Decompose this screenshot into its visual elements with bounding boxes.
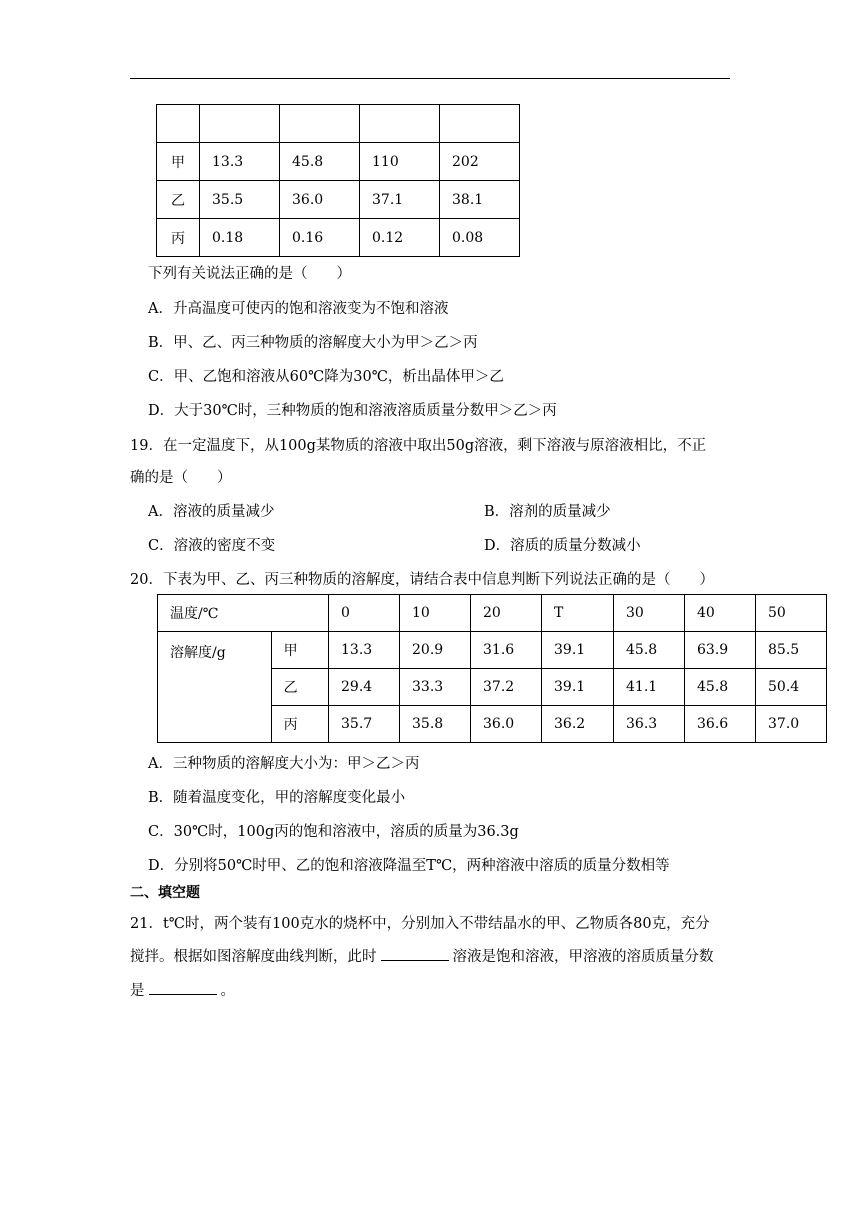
table-cell: 丙 <box>271 706 328 743</box>
table-cell: 37.1 <box>360 181 440 219</box>
q21-text: 溶液是饱和溶液，甲溶液的溶质质量分数 <box>452 949 714 965</box>
table-cell: 37.0 <box>756 706 827 743</box>
table-cell: T <box>542 595 614 632</box>
table-cell: 202 <box>440 143 520 181</box>
q21-line2 <box>130 945 714 966</box>
page-header-rule <box>130 78 730 79</box>
table-cell: 40 <box>685 595 756 632</box>
table-cell: 0.16 <box>280 219 360 257</box>
table-cell: 50.4 <box>756 669 827 706</box>
section-heading: 二、填空题 <box>130 885 200 901</box>
table-row <box>157 219 520 257</box>
solubility-label-cell: 溶解度/g <box>158 632 272 743</box>
answer-blank[interactable] <box>381 946 449 961</box>
table-cell: 0.18 <box>200 219 280 257</box>
table-cell: 10 <box>400 595 471 632</box>
table-cell: 39.1 <box>542 632 614 669</box>
table-cell <box>360 105 440 143</box>
table-cell: 35.8 <box>400 706 471 743</box>
q19-option-a: A．溶液的质量减少 <box>148 504 275 520</box>
q18-option-b: B．甲、乙、丙三种物质的溶解度大小为甲＞乙＞丙 <box>148 335 478 351</box>
table-cell <box>157 105 200 143</box>
table-cell: 37.2 <box>471 669 542 706</box>
table-cell: 甲 <box>271 632 328 669</box>
solubility-table-q18 <box>156 104 520 257</box>
table-cell: 85.5 <box>756 632 827 669</box>
table-cell: 29.4 <box>329 669 400 706</box>
table-cell: 30 <box>614 595 685 632</box>
table-cell: 0.12 <box>360 219 440 257</box>
q19-stem-line2: 确的是（ ） <box>130 470 232 486</box>
table-cell: 36.6 <box>685 706 756 743</box>
table-cell: 35.5 <box>200 181 280 219</box>
q19-option-b: B．溶剂的质量减少 <box>484 504 611 520</box>
table-cell: 31.6 <box>471 632 542 669</box>
table-cell: 45.8 <box>685 669 756 706</box>
table-cell: 41.1 <box>614 669 685 706</box>
table-cell: 45.8 <box>614 632 685 669</box>
table-row <box>157 105 520 143</box>
temp-header-cell: 温度/℃ <box>158 595 329 632</box>
table-cell: 乙 <box>271 669 328 706</box>
table-cell <box>280 105 360 143</box>
table-cell: 甲 <box>157 143 200 181</box>
q19-option-c: C．溶液的密度不变 <box>148 538 276 554</box>
table-cell: 38.1 <box>440 181 520 219</box>
table-cell: 20.9 <box>400 632 471 669</box>
table-cell: 13.3 <box>329 632 400 669</box>
table-cell: 丙 <box>157 219 200 257</box>
q20-option-a: A．三种物质的溶解度大小为：甲＞乙＞丙 <box>148 756 420 772</box>
q21-line1: 21．t℃时，两个装有100克水的烧杯中，分别加入不带结晶水的甲、乙物质各80克，充分 <box>130 916 710 932</box>
table-cell: 39.1 <box>542 669 614 706</box>
table-cell: 50 <box>756 595 827 632</box>
table-row <box>158 595 827 632</box>
table-cell: 33.3 <box>400 669 471 706</box>
table-row <box>157 181 520 219</box>
table-cell: 0.08 <box>440 219 520 257</box>
table-cell: 45.8 <box>280 143 360 181</box>
table-cell: 110 <box>360 143 440 181</box>
table-cell <box>200 105 280 143</box>
table-cell: 36.3 <box>614 706 685 743</box>
q20-option-c: C．30℃时，100g丙的饱和溶液中，溶质的质量为36.3g <box>148 824 519 840</box>
table-cell: 63.9 <box>685 632 756 669</box>
table-cell: 36.0 <box>471 706 542 743</box>
table-cell: 35.7 <box>329 706 400 743</box>
q18-option-d: D．大于30℃时，三种物质的饱和溶液溶质质量分数甲＞乙＞丙 <box>148 403 557 419</box>
q21-line3 <box>130 979 235 1000</box>
answer-blank[interactable] <box>149 980 217 995</box>
q21-text: 是 <box>130 983 145 999</box>
q19-option-d: D．溶质的质量分数减小 <box>484 538 641 554</box>
table-cell: 0 <box>329 595 400 632</box>
q20-option-d: D．分别将50℃时甲、乙的饱和溶液降温至T℃，两种溶液中溶质的质量分数相等 <box>148 858 670 874</box>
q19-stem-line1: 19．在一定温度下，从100g某物质的溶液中取出50g溶液，剩下溶液与原溶液相比，不正 <box>130 438 707 454</box>
table-cell: 乙 <box>157 181 200 219</box>
q21-text: 搅拌。根据如图溶解度曲线判断，此时 <box>130 949 377 965</box>
table-cell: 13.3 <box>200 143 280 181</box>
q20-option-b: B．随着温度变化，甲的溶解度变化最小 <box>148 790 406 806</box>
table-cell <box>440 105 520 143</box>
table-cell: 20 <box>471 595 542 632</box>
table-cell: 36.2 <box>542 706 614 743</box>
q18-option-a: A．升高温度可使丙的饱和溶液变为不饱和溶液 <box>148 301 449 317</box>
table-cell: 36.0 <box>280 181 360 219</box>
q18-option-c: C．甲、乙饱和溶液从60℃降为30℃，析出晶体甲＞乙 <box>148 369 504 385</box>
q18-stem: 下列有关说法正确的是（ ） <box>148 266 351 282</box>
q21-text: 。 <box>220 983 235 999</box>
solubility-table-q20 <box>157 594 827 743</box>
table-row <box>158 632 827 669</box>
q20-stem: 20．下表为甲、乙、丙三种物质的溶解度，请结合表中信息判断下列说法正确的是（ ） <box>130 572 714 588</box>
table-row <box>157 143 520 181</box>
